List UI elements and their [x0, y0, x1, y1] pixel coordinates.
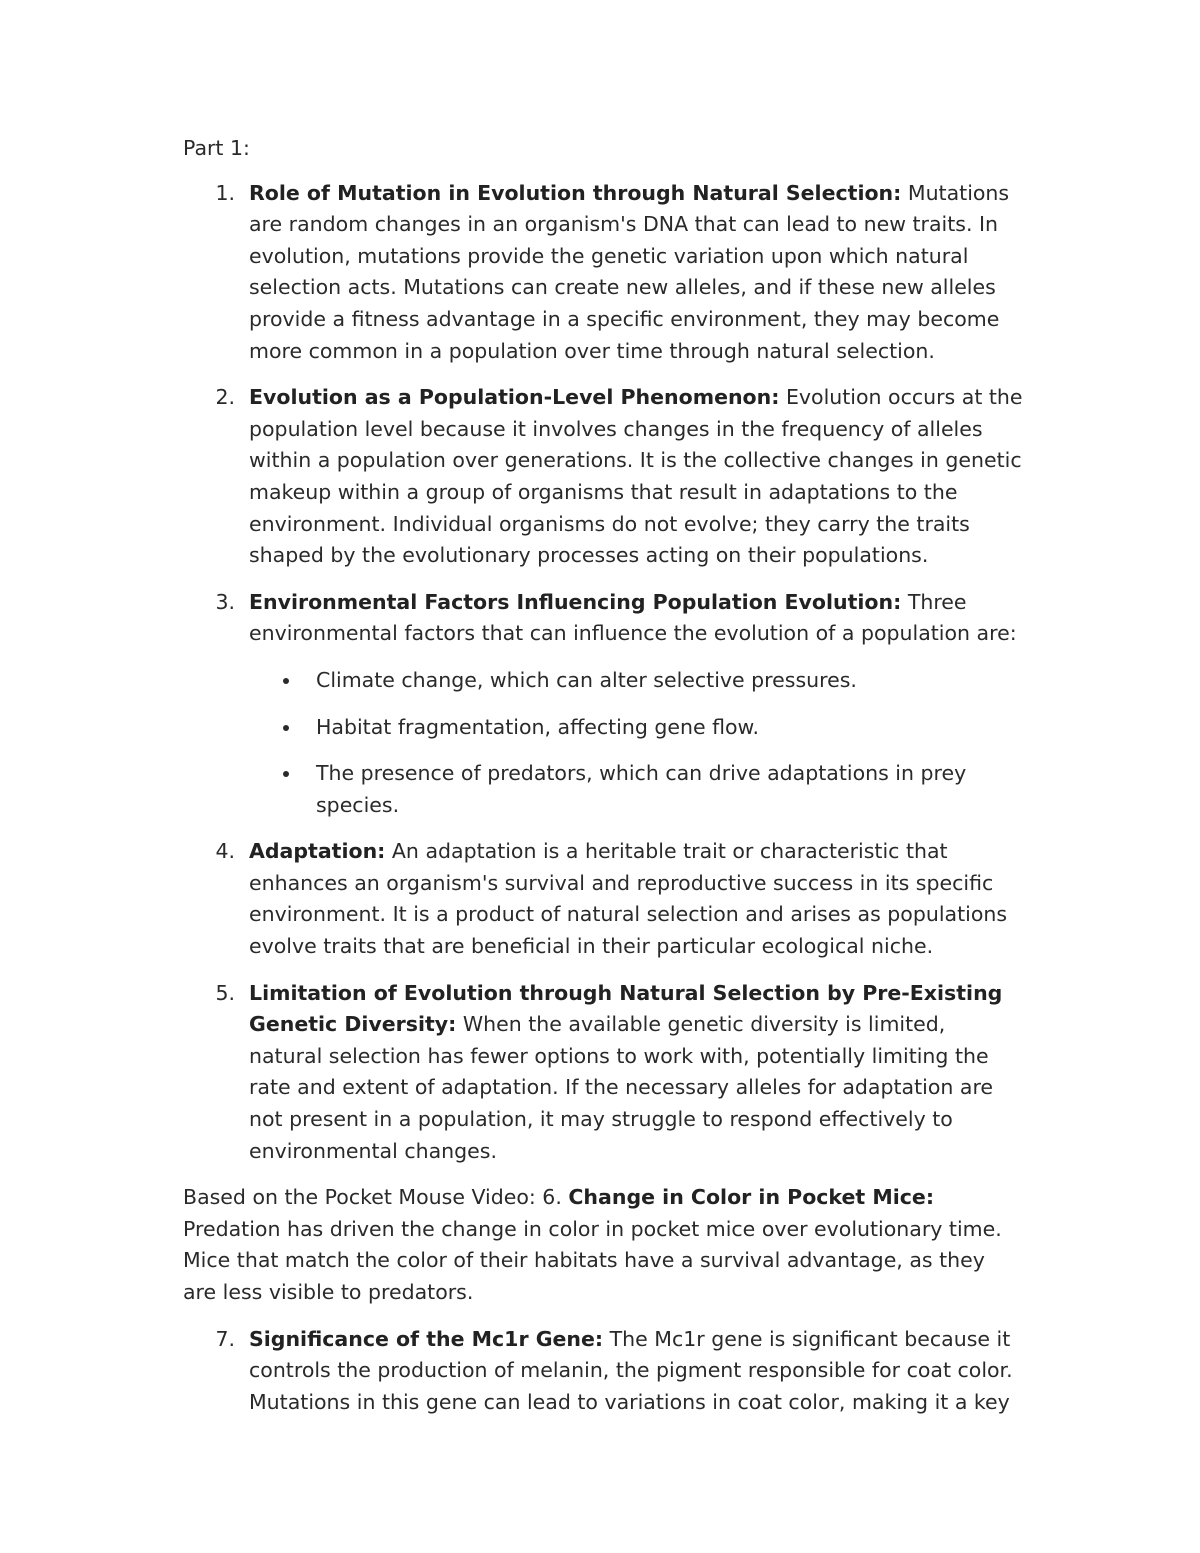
item-number: 5.	[215, 980, 235, 1005]
list-item	[183, 178, 1023, 368]
item-title: Limitation of Evolution through Natural Selection by Pre-Existing Genetic Diversity:	[249, 980, 1003, 1037]
bullet-item: Habitat fragmentation, affecting gene flow.	[249, 712, 1023, 744]
item-text: Evolution occurs at the population level because it involves changes in the frequency of alleles within a population over generations. It is the collective changes in genetic makeup within a group of organisms that result in adaptations to the environment. Individual organisms do not evolve; they carry the traits shaped by the evolutionary processes acting on their populations.	[249, 385, 1023, 568]
item-text: When the available genetic diversity is limited, natural selection has fewer options to work with, potentially limiting the rate and extent of adaptation. If the necessary alleles for adaptation are not present in a population, it may struggle to respond effectively to environmental changes.	[249, 1012, 994, 1163]
item-number: 1.	[215, 180, 235, 205]
list-item	[183, 836, 1023, 962]
item-text: Three environmental factors that can influence the evolution of a population are:	[249, 589, 1017, 646]
item-text: The Mc1r gene is significant because it controls the production of melanin, the pigment responsible for coat color. Mutations in this gene can lead to variations in coat color, making it a key	[249, 1326, 1013, 1414]
bullet-list	[249, 665, 1023, 821]
bullet-item: Climate change, which can alter selective pressures.	[249, 665, 1023, 697]
item-number: 4.	[215, 839, 235, 864]
pocket-mouse-paragraph: Based on the Pocket Mouse Video: 6. Change in Color in Pocket Mice: Predation has driven the change in color in pocket mice over evolutionary time. Mice that match the color of their habitats have a survival advantage, as they are less visible to predators.	[183, 1185, 1002, 1304]
numbered-list-continued	[183, 1324, 1023, 1419]
item-title: Evolution as a Population-Level Phenomenon:	[249, 385, 780, 410]
item-title: Environmental Factors Influencing Population Evolution:	[249, 589, 902, 614]
item-title: Role of Mutation in Evolution through Natural Selection:	[249, 180, 902, 205]
list-item	[183, 978, 1023, 1168]
part-heading: Part 1:	[183, 136, 250, 160]
item-number: 3.	[215, 589, 235, 614]
bullet-dot-icon	[283, 771, 289, 777]
bullet-item: The presence of predators, which can drive adaptations in prey species.	[249, 758, 1023, 821]
item-title: Significance of the Mc1r Gene:	[249, 1326, 604, 1351]
item-number: 2.	[215, 385, 235, 410]
item-text: An adaptation is a heritable trait or characteristic that enhances an organism's survival and reproductive success in its specific environment. It is a product of natural selection and arises as populations evolve traits that are beneficial in their particular ecological niche.	[249, 839, 1008, 959]
document-page	[183, 133, 1023, 1433]
bullet-dot-icon	[283, 678, 289, 684]
item-number: 7.	[215, 1326, 235, 1351]
numbered-list	[183, 178, 1023, 1168]
list-item	[183, 587, 1023, 822]
item-title: Change in Color in Pocket Mice:	[568, 1185, 935, 1210]
list-item	[183, 382, 1023, 572]
item-text: Mutations are random changes in an organism's DNA that can lead to new traits. In evolution, mutations provide the genetic variation upon which natural selection acts. Mutations can create new alleles, and if these new alleles provide a fitness advantage in a specific environment, they may become more common in a population over time through natural selection.	[249, 180, 1010, 363]
item-title: Adaptation:	[249, 839, 386, 864]
list-item	[183, 1324, 1023, 1419]
bullet-dot-icon	[283, 725, 289, 731]
